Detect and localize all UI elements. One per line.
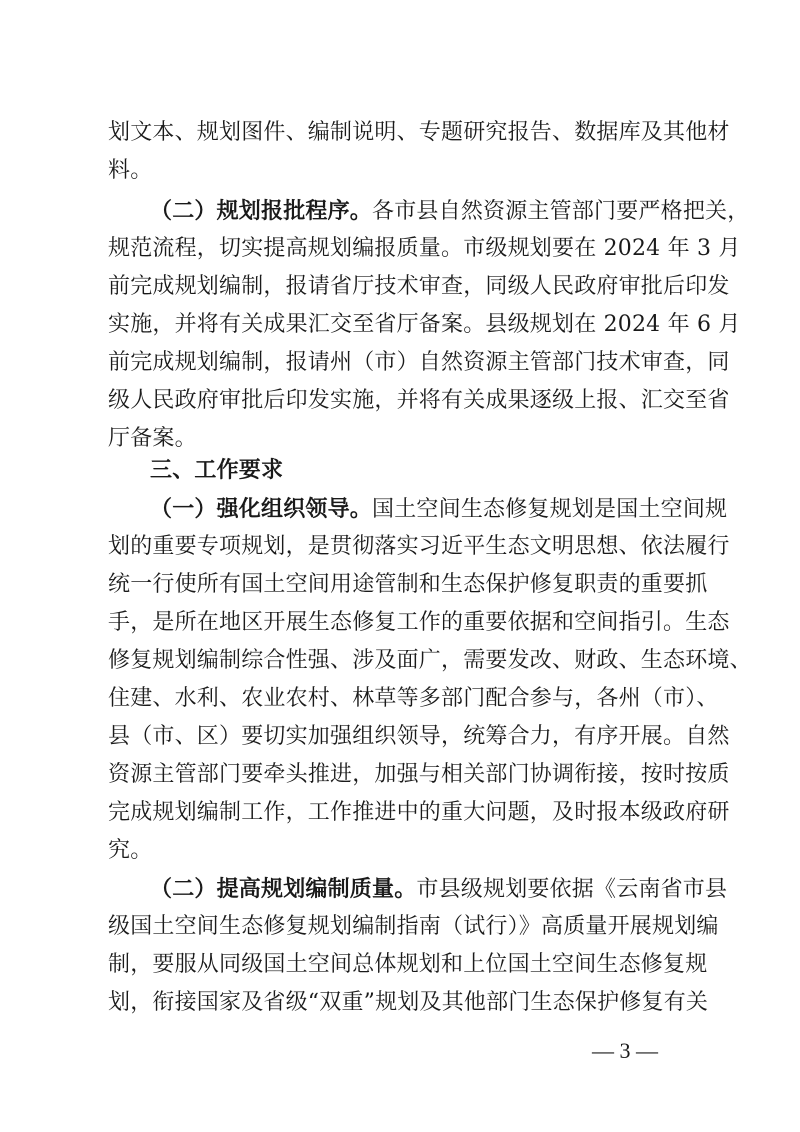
- text-line: 住建、水利、农业农村、林草等多部门配合参与，各州（市）、: [108, 686, 719, 711]
- text-line: 划文本、规划图件、编制说明、专题研究报告、数据库及其他材: [108, 120, 730, 145]
- text-line: 划的重要专项规划，是贯彻落实习近平生态文明思想、依法履行: [108, 534, 730, 559]
- paragraph-heading: （二）规划报批程序。: [150, 198, 373, 224]
- paragraph-heading: （一）强化组织领导。: [150, 496, 373, 522]
- text-line: 级国土空间生态修复规划编制指南（试行）》高质量开展规划编: [108, 914, 719, 939]
- paragraph-lead-line: [150, 874, 728, 905]
- text-line: 前完成规划编制，报请州（市）自然资源主管部门技术审查，同: [108, 350, 730, 375]
- paragraph-lead-text: 各市县自然资源主管部门要严格把关，: [372, 199, 750, 224]
- text-line: 统一行使所有国土空间用途管制和生态保护修复职责的重要抓: [108, 572, 708, 597]
- text-line: 究。: [108, 838, 153, 863]
- text-line: 制，要服从同级国土空间总体规划和上位国土空间生态修复规: [108, 952, 708, 977]
- paragraph-lead-line: [150, 494, 728, 525]
- text-line: 规范流程，切实提高规划编报质量。市级规划要在 2024 年 3 月: [108, 236, 741, 261]
- text-line: 手，是所在地区开展生态修复工作的重要依据和空间指引。生态: [108, 610, 730, 635]
- section-heading: 三、工作要求: [150, 458, 284, 483]
- text-line: 实施，并将有关成果汇交至省厅备案。县级规划在 2024 年 6 月: [108, 312, 741, 337]
- text-line: 资源主管部门要牵头推进，加强与相关部门协调衔接，按时按质: [108, 762, 730, 787]
- text-line: 前完成规划编制，报请省厅技术审查，同级人民政府审批后印发: [108, 274, 730, 299]
- paragraph-lead-text: 市县级规划要依据《云南省市县: [416, 877, 728, 902]
- paragraph-lead-text: 国土空间生态修复规划是国土空间规: [372, 497, 728, 522]
- text-line: 完成规划编制工作，工作推进中的重大问题，及时报本级政府研: [108, 800, 730, 825]
- text-line: 级人民政府审批后印发实施，并将有关成果逐级上报、汇交至省: [108, 388, 730, 413]
- text-line: 县（市、区）要切实加强组织领导，统筹合力，有序开展。自然: [108, 724, 730, 749]
- text-line: 修复规划编制综合性强、涉及面广，需要发改、财政、生态环境、: [108, 648, 752, 673]
- text-line: 划，衔接国家及省级“双重”规划及其他部门生态保护修复有关: [108, 990, 709, 1015]
- text-line: 料。: [108, 158, 153, 183]
- text-line: 厅备案。: [108, 426, 197, 451]
- page-number: — 3 —: [592, 1038, 658, 1063]
- paragraph-lead-line: [150, 196, 750, 227]
- paragraph-heading: （二）提高规划编制质量。: [150, 876, 417, 902]
